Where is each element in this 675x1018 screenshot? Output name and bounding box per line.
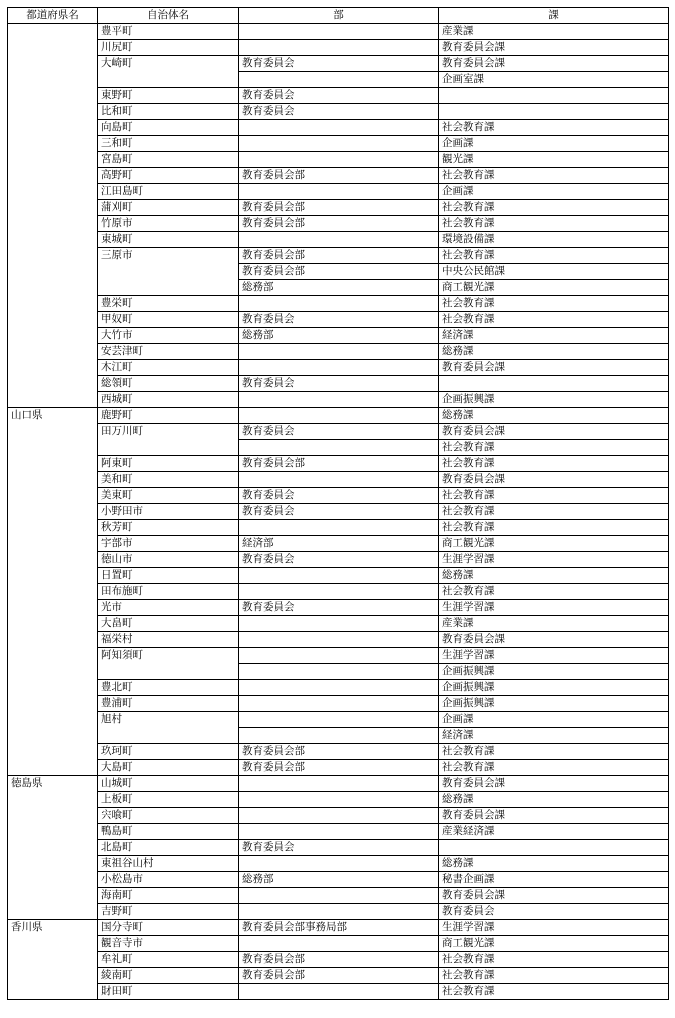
header-department: 部 bbox=[239, 8, 439, 24]
municipality-cell: 総領町 bbox=[98, 376, 239, 392]
table-row bbox=[8, 536, 669, 552]
department-cell: 総務部 bbox=[239, 328, 439, 344]
prefecture-cell bbox=[8, 24, 98, 408]
table-row bbox=[8, 184, 669, 200]
department-cell bbox=[239, 344, 439, 360]
department-cell: 経済部 bbox=[239, 536, 439, 552]
municipality-cell: 豊浦町 bbox=[98, 696, 239, 712]
section-cell: 教育委員会課 bbox=[439, 776, 669, 792]
department-cell: 教育委員会部事務局部 bbox=[239, 920, 439, 936]
municipality-cell: 大竹市 bbox=[98, 328, 239, 344]
table-row bbox=[8, 104, 669, 120]
municipality-cell: 安芸津町 bbox=[98, 344, 239, 360]
department-cell bbox=[239, 904, 439, 920]
section-cell: 教育委員会課 bbox=[439, 56, 669, 72]
table-row bbox=[8, 616, 669, 632]
section-cell: 社会教育課 bbox=[439, 504, 669, 520]
municipality-cell: 旭村 bbox=[98, 712, 239, 744]
table-row bbox=[8, 952, 669, 968]
section-cell: 企画振興課 bbox=[439, 664, 669, 680]
department-cell bbox=[239, 232, 439, 248]
table-row bbox=[8, 408, 669, 424]
department-cell bbox=[239, 712, 439, 728]
department-cell: 教育委員会部 bbox=[239, 168, 439, 184]
municipality-cell: 上板町 bbox=[98, 792, 239, 808]
section-cell: 社会教育課 bbox=[439, 248, 669, 264]
table-row bbox=[8, 504, 669, 520]
department-cell bbox=[239, 632, 439, 648]
table-row bbox=[8, 936, 669, 952]
municipality-cell: 鴨島町 bbox=[98, 824, 239, 840]
table-row bbox=[8, 56, 669, 72]
department-cell bbox=[239, 72, 439, 88]
section-cell: 経済課 bbox=[439, 728, 669, 744]
municipality-cell: 東祖谷山村 bbox=[98, 856, 239, 872]
municipality-cell: 小松島市 bbox=[98, 872, 239, 888]
prefecture-cell: 香川県 bbox=[8, 920, 98, 1000]
municipality-cell: 宇部市 bbox=[98, 536, 239, 552]
department-cell bbox=[239, 568, 439, 584]
section-cell: 社会教育課 bbox=[439, 200, 669, 216]
municipality-cell: 高野町 bbox=[98, 168, 239, 184]
section-cell bbox=[439, 88, 669, 104]
department-cell bbox=[239, 888, 439, 904]
municipality-cell: 玖珂町 bbox=[98, 744, 239, 760]
section-cell: 総務課 bbox=[439, 568, 669, 584]
department-cell bbox=[239, 408, 439, 424]
department-cell: 教育委員会 bbox=[239, 104, 439, 120]
prefecture-cell: 徳島県 bbox=[8, 776, 98, 920]
municipality-cell: 木江町 bbox=[98, 360, 239, 376]
department-cell bbox=[239, 152, 439, 168]
municipality-cell: 竹原市 bbox=[98, 216, 239, 232]
department-cell bbox=[239, 136, 439, 152]
department-cell: 教育委員会 bbox=[239, 88, 439, 104]
table-row bbox=[8, 136, 669, 152]
department-cell: 教育委員会 bbox=[239, 840, 439, 856]
table-row bbox=[8, 888, 669, 904]
table-row bbox=[8, 376, 669, 392]
header-section: 課 bbox=[439, 8, 669, 24]
section-cell: 経済課 bbox=[439, 328, 669, 344]
section-cell: 社会教育課 bbox=[439, 984, 669, 1000]
department-cell bbox=[239, 360, 439, 376]
municipality-table bbox=[7, 7, 669, 1000]
municipality-cell: 美東町 bbox=[98, 488, 239, 504]
section-cell: 総務課 bbox=[439, 792, 669, 808]
section-cell: 企画課 bbox=[439, 136, 669, 152]
table-row bbox=[8, 632, 669, 648]
table-row bbox=[8, 344, 669, 360]
municipality-cell: 阿知須町 bbox=[98, 648, 239, 680]
municipality-cell: 向島町 bbox=[98, 120, 239, 136]
table-row bbox=[8, 168, 669, 184]
section-cell: 社会教育課 bbox=[439, 488, 669, 504]
section-cell: 商工観光課 bbox=[439, 936, 669, 952]
department-cell: 教育委員会部 bbox=[239, 216, 439, 232]
department-cell: 教育委員会 bbox=[239, 376, 439, 392]
department-cell bbox=[239, 584, 439, 600]
municipality-cell: 蒲刈町 bbox=[98, 200, 239, 216]
table-row bbox=[8, 760, 669, 776]
department-cell bbox=[239, 664, 439, 680]
municipality-cell: 豊栄町 bbox=[98, 296, 239, 312]
section-cell: 商工観光課 bbox=[439, 536, 669, 552]
department-cell: 教育委員会部 bbox=[239, 760, 439, 776]
department-cell bbox=[239, 856, 439, 872]
municipality-cell: 東野町 bbox=[98, 88, 239, 104]
department-cell: 教育委員会 bbox=[239, 600, 439, 616]
municipality-cell: 吉野町 bbox=[98, 904, 239, 920]
municipality-cell: 日置町 bbox=[98, 568, 239, 584]
section-cell: 観光課 bbox=[439, 152, 669, 168]
department-cell bbox=[239, 120, 439, 136]
section-cell: 教育委員会課 bbox=[439, 888, 669, 904]
section-cell: 社会教育課 bbox=[439, 312, 669, 328]
table-row bbox=[8, 808, 669, 824]
department-cell bbox=[239, 776, 439, 792]
department-cell: 教育委員会部 bbox=[239, 248, 439, 264]
section-cell: 社会教育課 bbox=[439, 120, 669, 136]
table-row bbox=[8, 712, 669, 728]
department-cell: 教育委員会部 bbox=[239, 200, 439, 216]
department-cell: 教育委員会部 bbox=[239, 968, 439, 984]
municipality-cell: 綾南町 bbox=[98, 968, 239, 984]
department-cell: 教育委員会 bbox=[239, 552, 439, 568]
section-cell: 総務課 bbox=[439, 344, 669, 360]
section-cell: 企画室課 bbox=[439, 72, 669, 88]
department-cell: 教育委員会 bbox=[239, 424, 439, 440]
section-cell: 教育委員会課 bbox=[439, 632, 669, 648]
municipality-cell: 田万川町 bbox=[98, 424, 239, 456]
section-cell: 教育委員会課 bbox=[439, 40, 669, 56]
section-cell bbox=[439, 104, 669, 120]
section-cell: 企画課 bbox=[439, 712, 669, 728]
municipality-cell: 秋芳町 bbox=[98, 520, 239, 536]
section-cell: 社会教育課 bbox=[439, 760, 669, 776]
municipality-cell: 美和町 bbox=[98, 472, 239, 488]
municipality-cell: 豊北町 bbox=[98, 680, 239, 696]
section-cell: 社会教育課 bbox=[439, 584, 669, 600]
table-row bbox=[8, 776, 669, 792]
section-cell: 生涯学習課 bbox=[439, 920, 669, 936]
section-cell: 生涯学習課 bbox=[439, 600, 669, 616]
section-cell bbox=[439, 840, 669, 856]
section-cell: 教育委員会課 bbox=[439, 808, 669, 824]
section-cell: 社会教育課 bbox=[439, 296, 669, 312]
municipality-cell: 川尻町 bbox=[98, 40, 239, 56]
section-cell: 生涯学習課 bbox=[439, 648, 669, 664]
table-row bbox=[8, 872, 669, 888]
municipality-cell: 江田島町 bbox=[98, 184, 239, 200]
department-cell: 総務部 bbox=[239, 280, 439, 296]
section-cell: 教育委員会課 bbox=[439, 472, 669, 488]
header-municipality: 自治体名 bbox=[98, 8, 239, 24]
table-row bbox=[8, 680, 669, 696]
table-row bbox=[8, 840, 669, 856]
table-row bbox=[8, 856, 669, 872]
section-cell: 環境設備課 bbox=[439, 232, 669, 248]
table-row bbox=[8, 648, 669, 664]
department-cell bbox=[239, 520, 439, 536]
header-row bbox=[8, 8, 669, 24]
department-cell bbox=[239, 40, 439, 56]
municipality-cell: 三和町 bbox=[98, 136, 239, 152]
department-cell bbox=[239, 296, 439, 312]
table-row bbox=[8, 216, 669, 232]
section-cell: 社会教育課 bbox=[439, 216, 669, 232]
department-cell bbox=[239, 616, 439, 632]
department-cell: 教育委員会 bbox=[239, 56, 439, 72]
section-cell: 産業課 bbox=[439, 616, 669, 632]
section-cell: 企画振興課 bbox=[439, 392, 669, 408]
section-cell: 社会教育課 bbox=[439, 168, 669, 184]
table-row bbox=[8, 232, 669, 248]
table-row bbox=[8, 392, 669, 408]
department-cell bbox=[239, 936, 439, 952]
section-cell: 教育委員会課 bbox=[439, 360, 669, 376]
table-row bbox=[8, 424, 669, 440]
department-cell bbox=[239, 792, 439, 808]
table-row bbox=[8, 312, 669, 328]
municipality-cell: 東城町 bbox=[98, 232, 239, 248]
table-row bbox=[8, 472, 669, 488]
table-row bbox=[8, 328, 669, 344]
section-cell: 教育委員会 bbox=[439, 904, 669, 920]
department-cell bbox=[239, 808, 439, 824]
department-cell: 教育委員会部 bbox=[239, 456, 439, 472]
municipality-cell: 福栄村 bbox=[98, 632, 239, 648]
table-row bbox=[8, 24, 669, 40]
department-cell bbox=[239, 472, 439, 488]
municipality-cell: 阿東町 bbox=[98, 456, 239, 472]
table-row bbox=[8, 456, 669, 472]
municipality-cell: 大崎町 bbox=[98, 56, 239, 88]
municipality-cell: 海南町 bbox=[98, 888, 239, 904]
table-row bbox=[8, 488, 669, 504]
section-cell: 総務課 bbox=[439, 856, 669, 872]
section-cell: 社会教育課 bbox=[439, 440, 669, 456]
department-cell: 教育委員会 bbox=[239, 312, 439, 328]
municipality-cell: 光市 bbox=[98, 600, 239, 616]
municipality-cell: 観音寺市 bbox=[98, 936, 239, 952]
department-cell bbox=[239, 392, 439, 408]
section-cell: 企画振興課 bbox=[439, 680, 669, 696]
table-row bbox=[8, 920, 669, 936]
section-cell: 総務課 bbox=[439, 408, 669, 424]
table-row bbox=[8, 904, 669, 920]
section-cell: 企画振興課 bbox=[439, 696, 669, 712]
department-cell bbox=[239, 184, 439, 200]
table-row bbox=[8, 696, 669, 712]
municipality-cell: 田布施町 bbox=[98, 584, 239, 600]
section-cell: 社会教育課 bbox=[439, 520, 669, 536]
section-cell: 秘書企画課 bbox=[439, 872, 669, 888]
table-row bbox=[8, 824, 669, 840]
department-cell bbox=[239, 696, 439, 712]
municipality-cell: 比和町 bbox=[98, 104, 239, 120]
table-row bbox=[8, 568, 669, 584]
municipality-cell: 西城町 bbox=[98, 392, 239, 408]
table-row bbox=[8, 600, 669, 616]
section-cell: 産業課 bbox=[439, 24, 669, 40]
department-cell: 教育委員会部 bbox=[239, 744, 439, 760]
table-row bbox=[8, 520, 669, 536]
department-cell: 教育委員会部 bbox=[239, 264, 439, 280]
prefecture-cell: 山口県 bbox=[8, 408, 98, 776]
table-row bbox=[8, 88, 669, 104]
table-row bbox=[8, 584, 669, 600]
table-row bbox=[8, 552, 669, 568]
section-cell: 社会教育課 bbox=[439, 456, 669, 472]
section-cell: 産業経済課 bbox=[439, 824, 669, 840]
municipality-cell: 小野田市 bbox=[98, 504, 239, 520]
municipality-cell: 徳山市 bbox=[98, 552, 239, 568]
table-row bbox=[8, 968, 669, 984]
table-row bbox=[8, 248, 669, 264]
municipality-cell: 宍喰町 bbox=[98, 808, 239, 824]
municipality-cell: 宮島町 bbox=[98, 152, 239, 168]
department-cell bbox=[239, 824, 439, 840]
table-row bbox=[8, 40, 669, 56]
section-cell: 社会教育課 bbox=[439, 744, 669, 760]
section-cell: 商工観光課 bbox=[439, 280, 669, 296]
municipality-cell: 大畠町 bbox=[98, 616, 239, 632]
department-cell bbox=[239, 680, 439, 696]
department-cell bbox=[239, 728, 439, 744]
table-row bbox=[8, 200, 669, 216]
section-cell: 中央公民館課 bbox=[439, 264, 669, 280]
department-cell: 教育委員会部 bbox=[239, 952, 439, 968]
section-cell: 教育委員会課 bbox=[439, 424, 669, 440]
header-prefecture: 都道府県名 bbox=[8, 8, 98, 24]
section-cell: 社会教育課 bbox=[439, 952, 669, 968]
department-cell: 教育委員会 bbox=[239, 488, 439, 504]
section-cell bbox=[439, 376, 669, 392]
section-cell: 生涯学習課 bbox=[439, 552, 669, 568]
department-cell bbox=[239, 984, 439, 1000]
department-cell bbox=[239, 24, 439, 40]
table-row bbox=[8, 120, 669, 136]
municipality-cell: 財田町 bbox=[98, 984, 239, 1000]
table-body bbox=[8, 24, 669, 1000]
table-row bbox=[8, 360, 669, 376]
municipality-cell: 鹿野町 bbox=[98, 408, 239, 424]
department-cell bbox=[239, 648, 439, 664]
department-cell: 総務部 bbox=[239, 872, 439, 888]
municipality-cell: 三原市 bbox=[98, 248, 239, 296]
department-cell: 教育委員会 bbox=[239, 504, 439, 520]
section-cell: 社会教育課 bbox=[439, 968, 669, 984]
municipality-cell: 豊平町 bbox=[98, 24, 239, 40]
table-row bbox=[8, 152, 669, 168]
municipality-cell: 国分寺町 bbox=[98, 920, 239, 936]
department-cell bbox=[239, 440, 439, 456]
section-cell: 企画課 bbox=[439, 184, 669, 200]
table-row bbox=[8, 296, 669, 312]
municipality-cell: 牟礼町 bbox=[98, 952, 239, 968]
municipality-cell: 大島町 bbox=[98, 760, 239, 776]
municipality-cell: 山城町 bbox=[98, 776, 239, 792]
table-row bbox=[8, 984, 669, 1000]
municipality-cell: 甲奴町 bbox=[98, 312, 239, 328]
municipality-cell: 北島町 bbox=[98, 840, 239, 856]
table-row bbox=[8, 792, 669, 808]
table-row bbox=[8, 744, 669, 760]
